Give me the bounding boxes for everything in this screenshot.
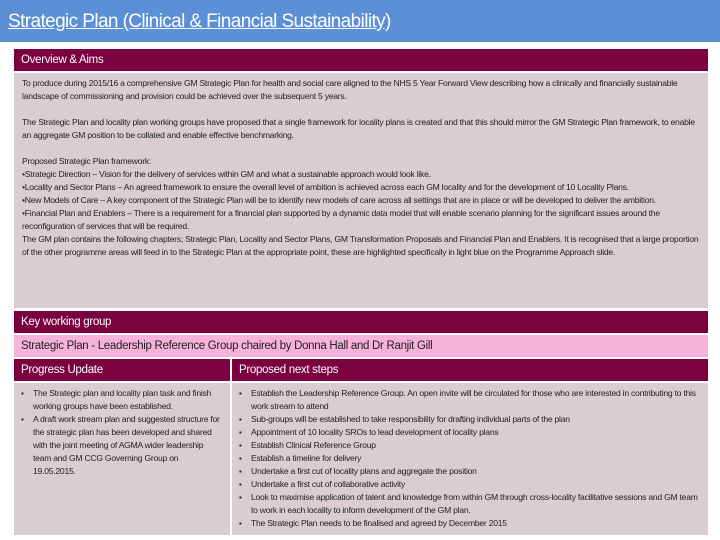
next-step-item: ▪ Look to maximise application of talent and knowledge from within GM through cross-locality facilitative sessions and GM team to work in each locality to inform development of the GM plan. xyxy=(236,491,702,517)
next-step-item: ▪ Appointment of 10 locality SROs to lead development of locality plans xyxy=(236,426,702,439)
progress-header: Progress Update xyxy=(14,359,230,381)
next-step-item: ▪ Establish Clinical Reference Group xyxy=(236,439,702,452)
overview-paragraph: To produce during 2015/16 a comprehensive GM Strategic Plan for health and social care aligned to the NHS 5 Year Forward View describing how a clinically and financially sustainable landscape of commissioning and provision could be achieved over the subsequent 5 years. xyxy=(22,78,678,101)
progress-item: ▪ A draft work stream plan and suggested structure for the strategic plan has been developed and shared with the joint meeting of AGMA wider leadership team and GM CCG Governing Group on 19.05.2015. xyxy=(18,413,222,478)
overview-paragraph: The Strategic Plan and locality plan working groups have proposed that a single framework for locality plans is created and that this should mirror the GM Strategic Plan framework, to enable an aggregate GM position to be collated and enable effective benchmarking. xyxy=(22,117,695,140)
framework-item: •Financial Plan and Enablers – There is a requirement for a financial plan supported by a dynamic data model that will enable scenario planning for the significant issues around the reconfiguration of services that will be required. xyxy=(22,208,660,231)
next-step-item: ▪ The Strategic Plan needs to be finalised and agreed by December 2015 xyxy=(236,517,702,530)
framework-item: •New Models of Care – A key component of the Strategic Plan will be to identify new models of care across all settings that are in place or will be developed to deliver the ambition. xyxy=(22,195,656,205)
next-step-item: ▪ Undertake a first cut of collaborative activity xyxy=(236,478,702,491)
framework-item: •Locality and Sector Plans – An agreed framework to ensure the overall level of ambition is achieved across each GM locality and for the development of 10 Locality Plans. xyxy=(22,182,629,192)
next-step-item: ▪ Establish the Leadership Reference Group. An open invite will be circulated for those who are interested in contributing to this work stream to attend xyxy=(236,387,702,413)
framework-title: Proposed Strategic Plan framework: xyxy=(22,156,152,166)
closing-paragraph: The GM plan contains the following chapters; Strategic Plan, Locality and Sector Plans, GM Transformation Proposals and Financial Plan and Enablers. It is recognised that a large proportion of the other programme areas will feed in to the Strategic Plan at the appropriate point, these are highlighted specifically in light blue on the Programme Approach slide. xyxy=(22,234,699,257)
key-group-header: Key working group xyxy=(14,311,708,333)
next-step-item: ▪ Establish a timeline for delivery xyxy=(236,452,702,465)
overview-body xyxy=(14,73,708,308)
next-step-item: ▪ Sub-groups will be established to take responsibility for drafting individual parts of the plan xyxy=(236,413,702,426)
next-step-item: ▪ Undertake a first cut of locality plans and aggregate the position xyxy=(236,465,702,478)
page-title: Strategic Plan (Clinical & Financial Sustainability) xyxy=(8,11,391,32)
framework-item: •Strategic Direction – Vision for the delivery of services within GM and what a sustainable approach would look like. xyxy=(22,169,431,179)
next-steps-header: Proposed next steps xyxy=(232,359,708,381)
key-group-value: Strategic Plan - Leadership Reference Group chaired by Donna Hall and Dr Ranjit Gill xyxy=(14,335,708,357)
progress-body xyxy=(14,383,230,535)
overview-header: Overview & Aims xyxy=(14,49,708,71)
title-bar xyxy=(0,0,720,42)
progress-item: ▪ The Strategic plan and locality plan task and finish working groups have been established. xyxy=(18,387,222,413)
next-steps-body xyxy=(232,383,708,535)
